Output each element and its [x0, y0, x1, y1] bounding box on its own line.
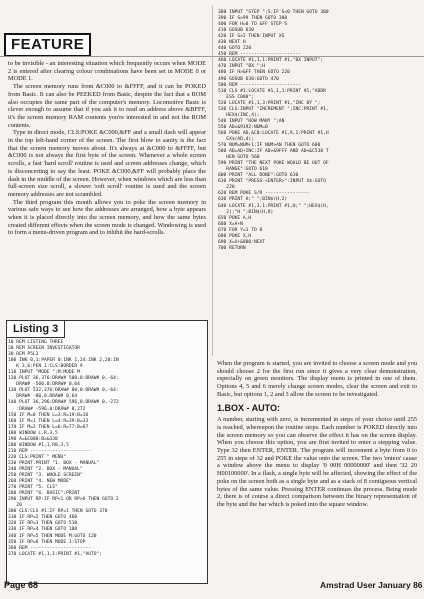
code-line: 510 CLS #1:LOCATE #1,1,1:PRINT #1,"ADDR: [218, 88, 326, 94]
listing-code-right: [218, 10, 329, 252]
code-line: 380 INPUT "STEP ";S:IF S<0 THEN GOTO 380: [218, 10, 329, 15]
code-line: 680 POKE X,H: [218, 233, 252, 239]
listing-code-left: [8, 340, 119, 558]
code-line: 320 IF RP=3 THEN GOTO 510: [8, 521, 78, 527]
code-line: 480 IF H>&FF THEN GOTO 220: [218, 70, 290, 76]
code-line: DRAW# -80,0:DRAW# 0,64: [8, 394, 78, 400]
code-line: 600 PRINT "ALL DONE":GOTO 610: [218, 173, 299, 179]
code-line: :DRAW# -596,0:DRAW# 0,272: [8, 406, 86, 412]
code-line: 30 REM P5L3: [8, 352, 39, 358]
code-line: 350 IF RP=6 THEN MODE 1:STOP: [8, 539, 86, 545]
code-line: DRAW# -500,0:DRAW# 0,64: [8, 382, 80, 388]
code-line: 450 REM ----------------------: [218, 52, 301, 58]
code-line: 400 FOR H=0 TO &FF STEP S: [218, 22, 288, 28]
code-line: 100 INK 0,1:PAPER 0:INK 1,24:INK 2,20:IN: [8, 358, 119, 364]
code-line: 220: [218, 185, 235, 191]
paragraph: The screen memory runs from &C000 to &FFFF, and it can be POKED from Basic. It can also be PEEKED from Basic, despite the fact that a ROM also occupies the same part of the computer's memory. Locomotive Basic is clever enough to assume that if you ask it to read an address above &BFFF, it's the screen memory RAM contents you're interested in and not the ROM contents.: [8, 83, 206, 129]
paragraph: The third program this month allows you to poke the screen memory in various safe ways to see how the addresses are arranged, how a byte appears when it is placed directly into the screen memory, and how the same bytes created different effects when the screen mode is changed. Windowing is used to form a menu-driven program and to inhibit the hard-scrolls.: [8, 198, 206, 237]
code-line: K 3,6:PEN 1:CLS:BORDER 9: [8, 364, 83, 370]
code-line: 410 GOSUB 630: [218, 28, 254, 34]
code-line: 300 CLS:CLS #1:IF RP=1 THEN GOTO 370: [8, 509, 108, 515]
code-line: 270 PRINT "5. CLS": [8, 485, 58, 491]
code-line: 330 IF RP=4 THEN GOTO 100: [8, 527, 78, 533]
code-line: RANGE":GOTO 610: [218, 167, 268, 173]
code-line: 230 PRINT:PRINT "1. BOX - MANUAL": [8, 460, 100, 466]
code-line: 2);"H ";BIN$(H,8): [218, 209, 274, 215]
code-line: 630 PRINT H;" ";BIN$(H,2): [218, 197, 288, 203]
code-line: 310 IF RP=2 THEN GOTO 460: [8, 515, 78, 521]
code-line: 570 NUM=NUM+1:IF NUM>AN THEN GOTO 600: [218, 143, 321, 149]
code-line: 560 POKE AD,&C0:LOCATE #1,9,1:PRINT #1,H: [218, 130, 329, 136]
code-line: 430 NEXT H: [218, 40, 246, 46]
code-line: 670 FOR Y=1 TO 8: [218, 227, 263, 233]
code-line: 140 PLOT 36,296:DRAW# 596,0:DRAW# 0,-272: [8, 400, 119, 406]
code-line: 220 CLS:PRINT " MENU": [8, 454, 67, 460]
code-line: ESS C000";: [218, 94, 254, 100]
code-line: 170 IF M=2 THEN L=6:R=77:B=67: [8, 424, 89, 430]
right-article-column: [217, 360, 417, 509]
listing-title: Listing 3: [7, 321, 65, 338]
paragraph: to be invisible - an interesting situation which frequently occurs when MODE 2 is entered after clearing colour combinations have been set in MODE 0 or MODE 1.: [8, 60, 206, 83]
code-line: 490 GOSUB 630:GOTO 470: [218, 76, 279, 82]
right-body: A number, starting with zero, is incremented in steps of your choice until 255 is reached, whereupon the routine stops. Each number is POKED directly into the screen memory so you can observe the effect it has on the screen display. When you choose this option, you are first invited to enter a stepping value. Type 32 then ENTER, ENTER. The program will increment a byte from 0 to 255 in steps of 32 and POKE the value onto the screen. The two 'enters' cause a window above the menu to display '0 00H 00000000' and then '32 20 H00100000'. In a flash, a single byte will be affected, showing the effect of the poke on the screen both as a single byte and as a stack of 8 contiguous vertical bytes of the same value. Pressing ENTER continues the process. Being mode 2, there is of course a direct comparison between the binary representation of the byte and the bar which is poked into the square window.: [217, 416, 417, 508]
code-line: 660 X=A+N: [218, 221, 243, 227]
code-line: 120 PLOT 36,376:DRAW# 500,0:DRAW# 0,-64:: [8, 376, 119, 382]
magazine-name: Amstrad User January 86: [320, 580, 423, 590]
code-line: 420 IF S>2 THEN INPUT XS: [218, 34, 285, 40]
code-line: 130 PLOT 532,376:DRAW# 80,0:DRAW# 0,-64:: [8, 388, 119, 394]
code-line: 590 PRINT "THE NEXT POKE WOULD BE OUT OF: [218, 161, 329, 167]
code-line: 340 IF RP=5 THEN MODE M:GOTO 120: [8, 533, 97, 539]
code-line: 210 REM ----------------------: [8, 448, 91, 454]
code-line: 530 CLS:INPUT "INCREMENT ";INC:PRINT #1,: [218, 106, 329, 112]
page-number: Page 68: [4, 580, 39, 590]
code-line: 290 INPUT RP:IF RP<1 OR RP>6 THEN GOTO 2: [8, 497, 119, 503]
code-line: 150 IF M=0 THEN L=3:R=19:B=16: [8, 412, 89, 418]
code-line: 240 PRINT "2. BOX - MANUAL": [8, 466, 83, 472]
code-line: 580 AD=AD+INC:IF AD>&9FFF AND AD<&C530 T: [218, 149, 329, 155]
code-line: 280 PRINT "6. BASIC":PRINT: [8, 491, 80, 497]
code-line: 640 LOCATE #1,3,1:PRINT #1,H;" ";HEX$(H,: [218, 203, 329, 209]
section-heading: 1.BOX - AUTO:: [217, 402, 281, 413]
code-line: 520 LOCATE #1,1,3:PRINT #1,"INC BY ";: [218, 100, 321, 106]
section-label: FEATURE: [4, 33, 91, 57]
code-line: 540 INPUT "HOW MANY ";AN: [218, 118, 285, 124]
code-line: 620 REM POKE S/R ----------------: [218, 191, 310, 197]
code-line: 110 INPUT "MODE ";M:MODE M: [8, 370, 80, 376]
code-line: 10 REM LISTING THREE: [8, 340, 64, 345]
column-divider: [212, 6, 213, 356]
code-line: 550 AD=&9192:NUM=0: [218, 124, 268, 130]
code-line: HEX$(INC,4);: [218, 112, 260, 118]
code-line: 650 POKE A,H: [218, 215, 252, 221]
paragraph: Type in direct mode, CLS:POKE &C000,&FF and a small dash will appear in the top left-hand corner of the screen. The first blow to sanity is the fact that the screen memory moves about. It's always at &C000 to &FFFF, but &C000 is not always the first byte of the screen. Whenever a whole screen scrolls, a fast 'hard scroll' routine is used and screen addresses change, which is disconcerting to say the least. POKE &C000,&FF will probably place the dash in the middle of the screen. However, when windows which are less than full-screen size scroll, a slower 'soft scroll' routine is used and the screen memory addresses are not scrambled.: [8, 129, 206, 198]
code-line: 20: [8, 503, 22, 509]
code-line: 260 PRINT "4. NEW MODE": [8, 479, 72, 485]
code-line: 700 RETURN: [218, 245, 246, 251]
code-line: EX$(AD,4);: [218, 136, 254, 142]
code-line: 470 INPUT "BX ";H: [218, 64, 266, 70]
code-line: 390 IF S>99 THEN GOTO 380: [218, 16, 288, 22]
code-line: 160 IF M=1 THEN L=4:R=39:B=33: [8, 418, 89, 424]
code-line: 190 A=&C000:B=&338: [8, 436, 58, 442]
code-line: 460 LOCATE #1,1,1:PRINT #1,"BX INPUT";: [218, 58, 324, 64]
left-article-column: [8, 60, 206, 237]
code-line: 690 X=X+&800:NEXT: [218, 239, 266, 245]
code-line: 20 REM SCREEN INVESTIGATOR: [8, 346, 80, 352]
code-line: 370 LOCATE #1,1,1:PRINT #1,"AUTO";: [8, 551, 103, 557]
code-line: 440 GOTO 220: [218, 46, 252, 52]
code-line: 500 REM ----------------------: [218, 82, 301, 88]
code-line: 360 REM ----------------------: [8, 545, 91, 551]
code-line: 250 PRINT "3. WHOLE SCREEN": [8, 473, 83, 479]
code-line: 180 WINDOW L,R,3,5: [8, 430, 58, 436]
code-line: 610 PRINT "PRESS <ENTER>":INPUT X$:GOTO: [218, 179, 326, 185]
right-intro: When the program is started, you are invited to choose a screen mode and you should choose 2 for the first run since it gives a very clear demonstration, especially on green monitors. The display menu is printed in one of them. Options 4, 5 and 6 merely change screen modes, clear the screen and exit to Basic, but options 1, 2 and 3 allow the screen to be investigated.: [217, 360, 417, 398]
code-line: 200 WINDOW #1,1,R8,3,5: [8, 442, 69, 448]
code-line: HEN GOTO 560: [218, 155, 260, 161]
